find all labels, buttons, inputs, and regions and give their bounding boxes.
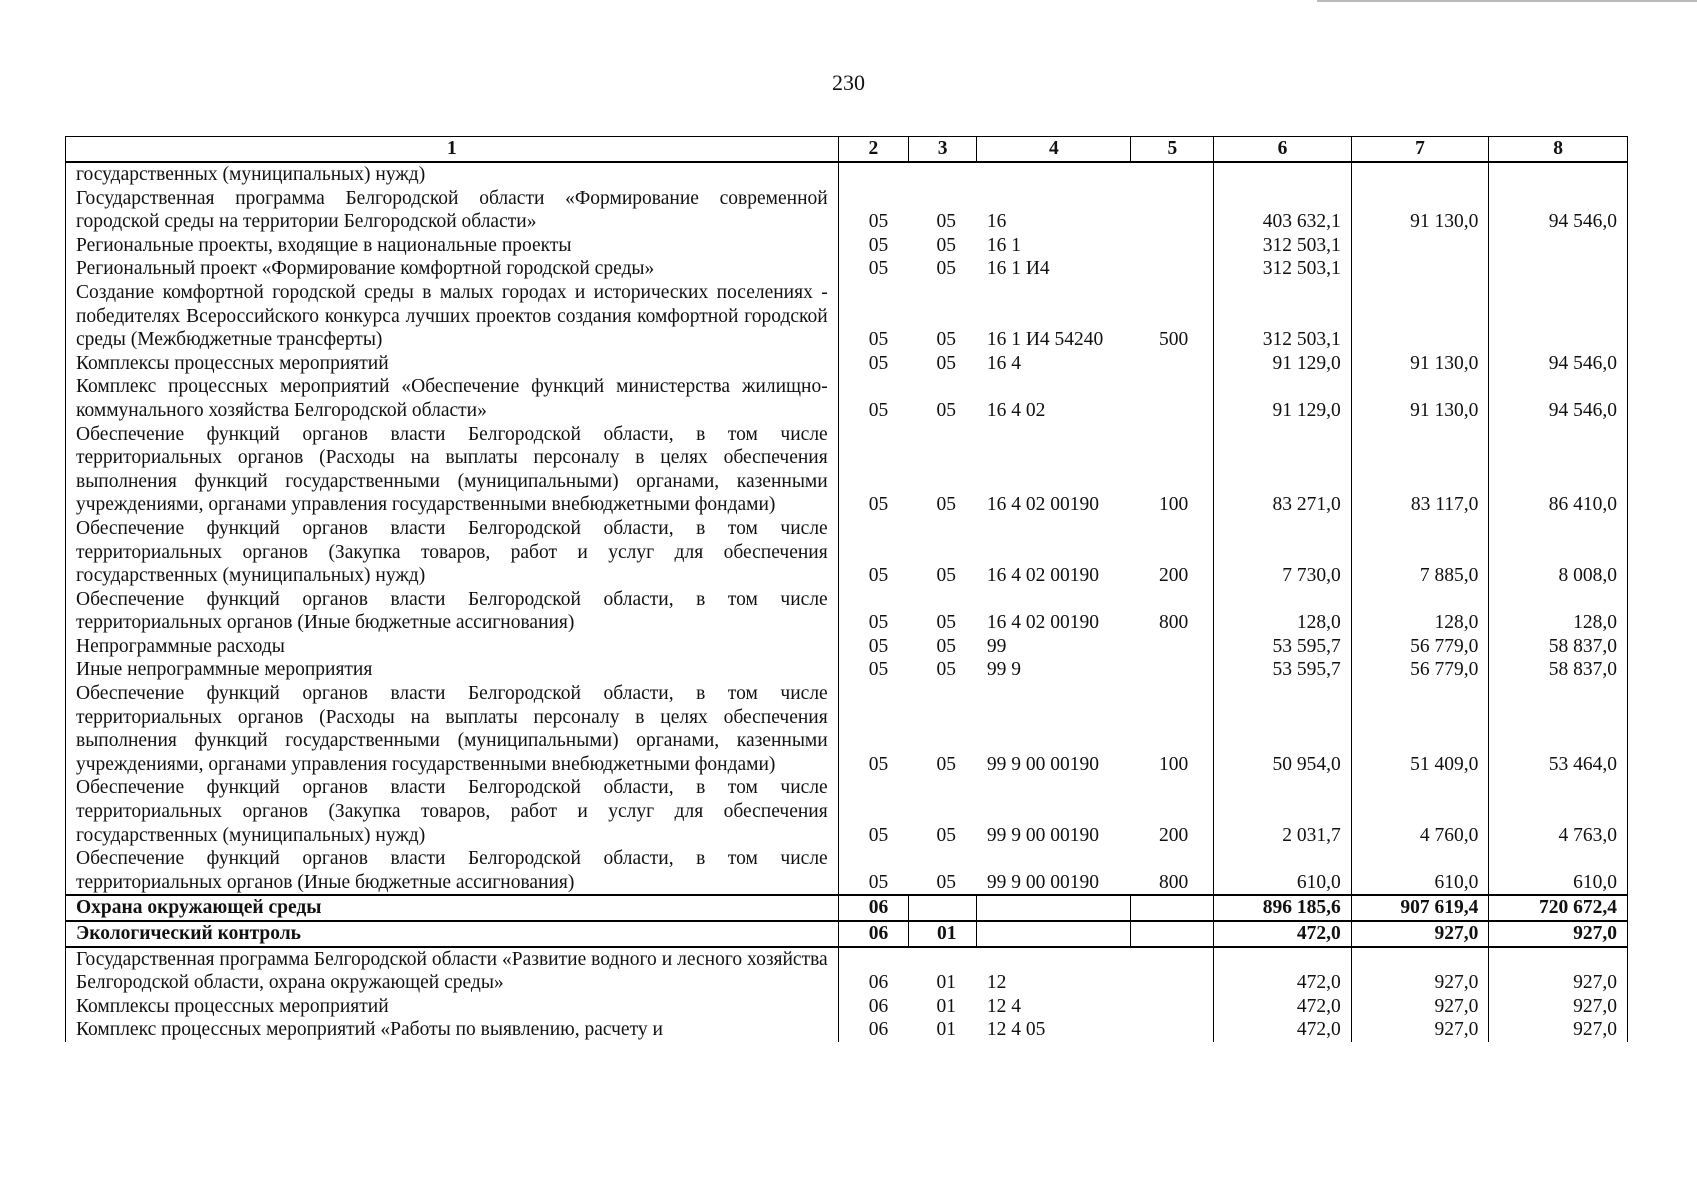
cell-col-4: 16 4 02 00190 xyxy=(986,494,1099,516)
cell-col-8: 4 763,0 xyxy=(1489,776,1628,847)
cell-col-1: Создание комфортной городской среды в малых городах и исторических поселениях - победителях Всероссийского конкурса лучших проектов создания комфортной городской среды (Межбюджетные трансферты) xyxy=(66,281,839,352)
table-row xyxy=(66,847,1628,895)
table-row xyxy=(66,517,1628,588)
cell-col-3: 01 xyxy=(936,995,957,1017)
cell-col-8: 927,0 xyxy=(1489,1018,1628,1042)
cell-col-1: Обеспечение функций органов власти Белгородской области, в том числе территориальных органов (Иные бюджетные ассигнования) xyxy=(66,847,839,895)
cell-col-4: 16 4 xyxy=(986,352,1021,374)
cell-col-8: 927,0 xyxy=(1489,921,1628,947)
cell-col-7 xyxy=(1351,162,1489,187)
header-col-1: 1 xyxy=(66,137,839,163)
cell-col-4: 16 1 И4 xyxy=(986,258,1050,280)
cell-col-1: Обеспечение функций органов власти Белгородской области, в том числе территориальных органов (Расходы на выплаты персоналу в целях обеспечения выполнения функций государственными (муниципальными) органами, казенными учреждениями, органами управления государственными внебюджетными фондами) xyxy=(66,423,839,517)
cell-col-6: 610,0 xyxy=(1214,847,1352,895)
cell-col-1: Комплексы процессных мероприятий xyxy=(66,352,839,376)
cell-col-4 xyxy=(977,162,1131,187)
table-row xyxy=(66,682,1628,776)
cell-col-2: 05 xyxy=(868,352,889,374)
cell-col-2: 06 xyxy=(838,895,908,921)
cell-col-2: 05 xyxy=(868,753,889,775)
cell-col-1: Непрограммные расходы xyxy=(66,635,839,659)
cell-col-5: 800 xyxy=(1158,871,1189,893)
header-col-7: 7 xyxy=(1351,137,1489,163)
cell-col-2: 05 xyxy=(868,612,889,634)
cell-col-7: 51 409,0 xyxy=(1351,682,1489,776)
cell-col-6: 896 185,6 xyxy=(1214,895,1352,921)
cell-col-1: Комплексы процессных мероприятий xyxy=(66,995,839,1019)
cell-col-7: 927,0 xyxy=(1351,995,1489,1019)
cell-col-3: 05 xyxy=(936,329,957,351)
cell-col-8: 86 410,0 xyxy=(1489,423,1628,517)
cell-col-4: 99 9 00 00190 xyxy=(986,753,1099,775)
cell-col-6: 53 595,7 xyxy=(1214,635,1352,659)
header-col-3: 3 xyxy=(909,137,977,163)
cell-col-3: 05 xyxy=(936,753,957,775)
cell-col-7: 56 779,0 xyxy=(1351,635,1489,659)
cell-col-7: 91 130,0 xyxy=(1351,375,1489,422)
cell-col-3: 05 xyxy=(936,612,957,634)
cell-col-6: 50 954,0 xyxy=(1214,682,1352,776)
cell-col-4: 16 4 02 00190 xyxy=(986,612,1099,634)
cell-col-5 xyxy=(1131,635,1214,659)
cell-col-5 xyxy=(1131,947,1214,995)
table-row xyxy=(66,423,1628,517)
cell-col-3: 05 xyxy=(936,659,957,681)
cell-col-8: 94 546,0 xyxy=(1489,187,1628,234)
cell-col-4: 16 1 И4 54240 xyxy=(986,329,1104,351)
cell-col-7: 907 619,4 xyxy=(1351,895,1489,921)
cell-col-8 xyxy=(1489,162,1628,187)
cell-col-3: 01 xyxy=(936,1019,957,1041)
cell-col-4: 99 9 00 00190 xyxy=(986,824,1099,846)
cell-col-2: 06 xyxy=(838,921,908,947)
cell-col-7 xyxy=(1351,234,1489,258)
cell-col-8: 58 837,0 xyxy=(1489,658,1628,682)
cell-col-7: 610,0 xyxy=(1351,847,1489,895)
cell-col-7: 4 760,0 xyxy=(1351,776,1489,847)
cell-col-4 xyxy=(977,921,1131,947)
header-col-2: 2 xyxy=(838,137,908,163)
cell-col-1: Комплекс процессных мероприятий «Работы по выявлению, расчету и xyxy=(66,1018,839,1042)
cell-col-8: 53 464,0 xyxy=(1489,682,1628,776)
cell-col-3: 05 xyxy=(936,494,957,516)
cell-col-7 xyxy=(1351,257,1489,281)
cell-col-1: Охрана окружающей среды xyxy=(66,895,839,921)
cell-col-5: 100 xyxy=(1158,494,1189,516)
cell-col-2 xyxy=(838,162,908,187)
cell-col-6: 472,0 xyxy=(1214,921,1352,947)
cell-col-7: 927,0 xyxy=(1351,947,1489,995)
cell-col-4: 16 xyxy=(986,211,1007,233)
cell-col-7: 7 885,0 xyxy=(1351,517,1489,588)
cell-col-2: 05 xyxy=(868,565,889,587)
table-row xyxy=(66,635,1628,659)
cell-col-4: 12 4 xyxy=(986,995,1021,1017)
cell-col-6: 128,0 xyxy=(1214,588,1352,635)
cell-col-3: 05 xyxy=(936,399,957,421)
cell-col-1: Обеспечение функций органов власти Белгородской области, в том числе территориальных органов (Расходы на выплаты персоналу в целях обеспечения выполнения функций государственными (муниципальными) органами, казенными учреждениями, органами управления государственными внебюджетными фондами) xyxy=(66,682,839,776)
cell-col-6: 312 503,1 xyxy=(1214,281,1352,352)
table-row xyxy=(66,234,1628,258)
cell-col-8: 128,0 xyxy=(1489,588,1628,635)
top-edge-line xyxy=(1317,0,1697,2)
cell-col-8: 94 546,0 xyxy=(1489,375,1628,422)
cell-col-2: 05 xyxy=(868,329,889,351)
cell-col-6: 83 271,0 xyxy=(1214,423,1352,517)
cell-col-8 xyxy=(1489,257,1628,281)
cell-col-5 xyxy=(1131,257,1214,281)
header-col-8: 8 xyxy=(1489,137,1628,163)
cell-col-2: 05 xyxy=(868,211,889,233)
cell-col-7 xyxy=(1351,281,1489,352)
cell-col-3: 01 xyxy=(936,972,957,994)
cell-col-1: Обеспечение функций органов власти Белгородской области, в том числе территориальных органов (Иные бюджетные ассигнования) xyxy=(66,588,839,635)
cell-col-1: Региональный проект «Формирование комфортной городской среды» xyxy=(66,257,839,281)
cell-col-3: 05 xyxy=(936,211,957,233)
cell-col-2: 05 xyxy=(868,659,889,681)
cell-col-1: государственных (муниципальных) нужд) xyxy=(66,162,839,187)
cell-col-5 xyxy=(1131,187,1214,234)
cell-col-6: 91 129,0 xyxy=(1214,375,1352,422)
cell-col-3: 05 xyxy=(936,871,957,893)
table-row xyxy=(66,921,1628,947)
cell-col-3: 05 xyxy=(936,565,957,587)
cell-col-3: 01 xyxy=(909,921,977,947)
cell-col-5 xyxy=(1131,921,1214,947)
cell-col-2: 05 xyxy=(868,399,889,421)
table-row xyxy=(66,995,1628,1019)
cell-col-7: 927,0 xyxy=(1351,921,1489,947)
cell-col-3 xyxy=(909,895,977,921)
cell-col-2: 05 xyxy=(868,258,889,280)
table-row xyxy=(66,658,1628,682)
cell-col-1: Государственная программа Белгородской области «Развитие водного и лесного хозяйства Белгородской области, охрана окружающей среды» xyxy=(66,947,839,995)
cell-col-3 xyxy=(909,162,977,187)
table-row xyxy=(66,162,1628,187)
cell-col-3: 05 xyxy=(936,352,957,374)
cell-col-7: 83 117,0 xyxy=(1351,423,1489,517)
cell-col-4: 16 4 02 00190 xyxy=(986,565,1099,587)
cell-col-7: 128,0 xyxy=(1351,588,1489,635)
cell-col-1: Экологический контроль xyxy=(66,921,839,947)
cell-col-6: 403 632,1 xyxy=(1214,187,1352,234)
cell-col-4 xyxy=(977,895,1131,921)
cell-col-6: 472,0 xyxy=(1214,1018,1352,1042)
cell-col-5 xyxy=(1131,895,1214,921)
cell-col-5 xyxy=(1131,234,1214,258)
cell-col-6: 7 730,0 xyxy=(1214,517,1352,588)
cell-col-3: 05 xyxy=(936,635,957,657)
table-row xyxy=(66,352,1628,376)
cell-col-8: 8 008,0 xyxy=(1489,517,1628,588)
cell-col-8: 927,0 xyxy=(1489,995,1628,1019)
cell-col-1: Комплекс процессных мероприятий «Обеспечение функций министерства жилищно-коммунального хозяйства Белгородской области» xyxy=(66,375,839,422)
cell-col-8: 610,0 xyxy=(1489,847,1628,895)
cell-col-2: 06 xyxy=(868,1019,889,1041)
table-row xyxy=(66,281,1628,352)
cell-col-4: 12 4 05 xyxy=(986,1019,1046,1041)
cell-col-6: 53 595,7 xyxy=(1214,658,1352,682)
cell-col-4: 99 9 00 00190 xyxy=(986,871,1099,893)
cell-col-6 xyxy=(1214,162,1352,187)
cell-col-8 xyxy=(1489,234,1628,258)
cell-col-2: 06 xyxy=(868,972,889,994)
cell-col-4: 16 1 xyxy=(986,234,1021,256)
cell-col-4: 99 9 xyxy=(986,659,1021,681)
cell-col-5: 500 xyxy=(1158,329,1189,351)
cell-col-3: 05 xyxy=(936,824,957,846)
page-number: 230 xyxy=(832,70,865,95)
cell-col-7: 91 130,0 xyxy=(1351,352,1489,376)
cell-col-5 xyxy=(1131,658,1214,682)
cell-col-7: 56 779,0 xyxy=(1351,658,1489,682)
cell-col-2: 05 xyxy=(868,824,889,846)
cell-col-8: 58 837,0 xyxy=(1489,635,1628,659)
cell-col-5: 800 xyxy=(1158,612,1189,634)
table-row xyxy=(66,375,1628,422)
cell-col-1: Региональные проекты, входящие в национальные проекты xyxy=(66,234,839,258)
cell-col-1: Обеспечение функций органов власти Белгородской области, в том числе территориальных органов (Закупка товаров, работ и услуг для обеспечения государственных (муниципальных) нужд) xyxy=(66,517,839,588)
cell-col-5 xyxy=(1131,352,1214,376)
cell-col-2: 05 xyxy=(868,234,889,256)
budget-table xyxy=(65,136,1628,1042)
cell-col-5: 200 xyxy=(1158,824,1189,846)
cell-col-6: 2 031,7 xyxy=(1214,776,1352,847)
cell-col-7: 91 130,0 xyxy=(1351,187,1489,234)
cell-col-5: 100 xyxy=(1158,753,1189,775)
table-row xyxy=(66,588,1628,635)
table-body xyxy=(66,162,1628,1042)
cell-col-5: 200 xyxy=(1158,565,1189,587)
cell-col-5 xyxy=(1131,375,1214,422)
cell-col-4: 12 xyxy=(986,972,1007,994)
cell-col-8: 94 546,0 xyxy=(1489,352,1628,376)
cell-col-5 xyxy=(1131,995,1214,1019)
cell-col-5 xyxy=(1131,162,1214,187)
table-row xyxy=(66,1018,1628,1042)
cell-col-3: 05 xyxy=(936,234,957,256)
table-row xyxy=(66,187,1628,234)
cell-col-4: 99 xyxy=(986,635,1007,657)
cell-col-6: 91 129,0 xyxy=(1214,352,1352,376)
cell-col-5 xyxy=(1131,1018,1214,1042)
cell-col-2: 05 xyxy=(868,494,889,516)
cell-col-2: 06 xyxy=(868,995,889,1017)
cell-col-6: 472,0 xyxy=(1214,947,1352,995)
cell-col-1: Государственная программа Белгородской области «Формирование современной городской среды на территории Белгородской области» xyxy=(66,187,839,234)
table-row xyxy=(66,895,1628,921)
cell-col-8: 720 672,4 xyxy=(1489,895,1628,921)
table-header-row xyxy=(66,137,1628,163)
cell-col-7: 927,0 xyxy=(1351,1018,1489,1042)
cell-col-6: 472,0 xyxy=(1214,995,1352,1019)
cell-col-3: 05 xyxy=(936,258,957,280)
table-row xyxy=(66,776,1628,847)
table-row xyxy=(66,947,1628,995)
cell-col-2: 05 xyxy=(868,635,889,657)
cell-col-6: 312 503,1 xyxy=(1214,257,1352,281)
header-col-5: 5 xyxy=(1131,137,1214,163)
cell-col-8: 927,0 xyxy=(1489,947,1628,995)
table-row xyxy=(66,257,1628,281)
cell-col-4: 16 4 02 xyxy=(986,399,1046,421)
header-col-4: 4 xyxy=(977,137,1131,163)
cell-col-6: 312 503,1 xyxy=(1214,234,1352,258)
cell-col-1: Иные непрограммные мероприятия xyxy=(66,658,839,682)
cell-col-1: Обеспечение функций органов власти Белгородской области, в том числе территориальных органов (Закупка товаров, работ и услуг для обеспечения государственных (муниципальных) нужд) xyxy=(66,776,839,847)
header-col-6: 6 xyxy=(1214,137,1352,163)
cell-col-2: 05 xyxy=(868,871,889,893)
cell-col-8 xyxy=(1489,281,1628,352)
